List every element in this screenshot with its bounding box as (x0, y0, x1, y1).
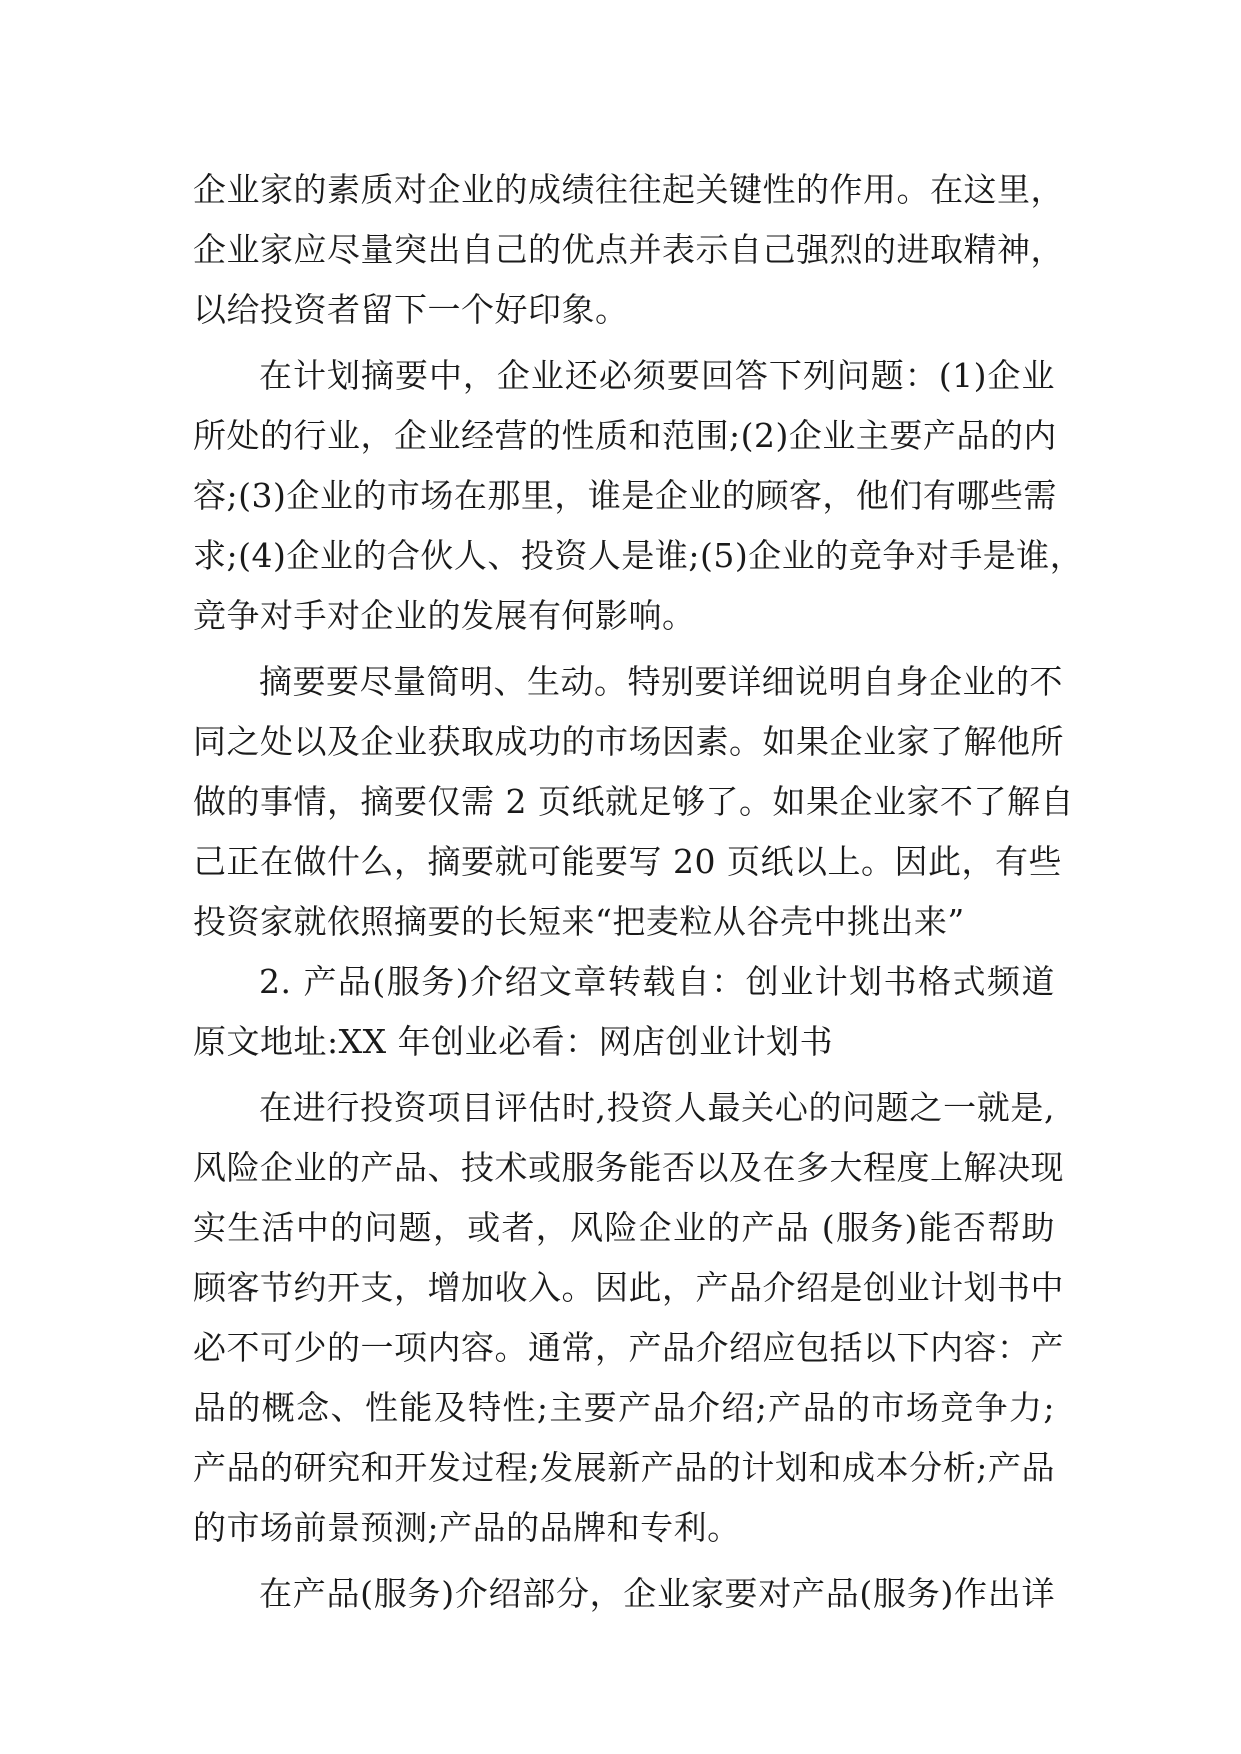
text-line: 原文地址:XX 年创业必看：网店创业计划书 (193, 1022, 834, 1061)
text-line: 容;(3)企业的市场在那里，谁是企业的顾客，他们有哪些需 (193, 476, 1057, 515)
text-line: 在计划摘要中，企业还必须要回答下列问题：(1)企业 (259, 356, 1055, 395)
text-line: 的市场前景预测;产品的品牌和专利。 (193, 1508, 741, 1547)
text-line: 必不可少的一项内容。通常，产品介绍应包括以下内容：产 (193, 1328, 1064, 1367)
text-line: 企业家的素质对企业的成绩往往起关键性的作用。在这里， (193, 170, 1064, 209)
paragraph-6 (193, 1564, 1055, 1624)
text-line: 竞争对手对企业的发展有何影响。 (193, 596, 696, 635)
paragraph-5 (193, 1078, 1064, 1558)
text-line: 求;(4)企业的合伙人、投资人是谁;(5)企业的竞争对手是谁， (193, 536, 1084, 575)
text-line: 以给投资者留下一个好印象。 (193, 290, 629, 329)
text-line: 己正在做什么，摘要就可能要写 20 页纸以上。因此，有些 (193, 842, 1062, 881)
paragraph-2 (193, 346, 1084, 646)
paragraph-3 (193, 652, 1074, 952)
text-line: 摘要要尽量简明、生动。特别要详细说明自身企业的不 (259, 662, 1063, 701)
section-heading-product (193, 952, 1055, 1072)
text-line: 企业家应尽量突出自己的优点并表示自己强烈的进取精神， (193, 230, 1064, 269)
document-page (193, 160, 1084, 1624)
paragraph-1 (193, 160, 1064, 340)
text-line: 在产品(服务)介绍部分，企业家要对产品(服务)作出详 (259, 1574, 1055, 1613)
text-line: 同之处以及企业获取成功的市场因素。如果企业家了解他所 (193, 722, 1064, 761)
text-line: 2. 产品(服务)介绍文章转载自：创业计划书格式频道 (259, 962, 1055, 1001)
text-line: 做的事情，摘要仅需 2 页纸就足够了。如果企业家不了解自 (193, 782, 1074, 821)
text-line: 投资家就依照摘要的长短来“把麦粒从谷壳中挑出来” (193, 902, 965, 941)
text-line: 风险企业的产品、技术或服务能否以及在多大程度上解决现 (193, 1148, 1064, 1187)
text-line: 所处的行业，企业经营的性质和范围;(2)企业主要产品的内 (193, 416, 1057, 455)
text-line: 在进行投资项目评估时,投资人最关心的问题之一就是, (259, 1088, 1055, 1127)
text-line: 顾客节约开支，增加收入。因此，产品介绍是创业计划书中 (193, 1268, 1064, 1307)
text-line: 产品的研究和开发过程;发展新产品的计划和成本分析;产品 (193, 1448, 1055, 1487)
text-line: 实生活中的问题，或者，风险企业的产品 (服务)能否帮助 (193, 1208, 1055, 1247)
text-line: 品的概念、性能及特性;主要产品介绍;产品的市场竞争力; (193, 1388, 1055, 1427)
